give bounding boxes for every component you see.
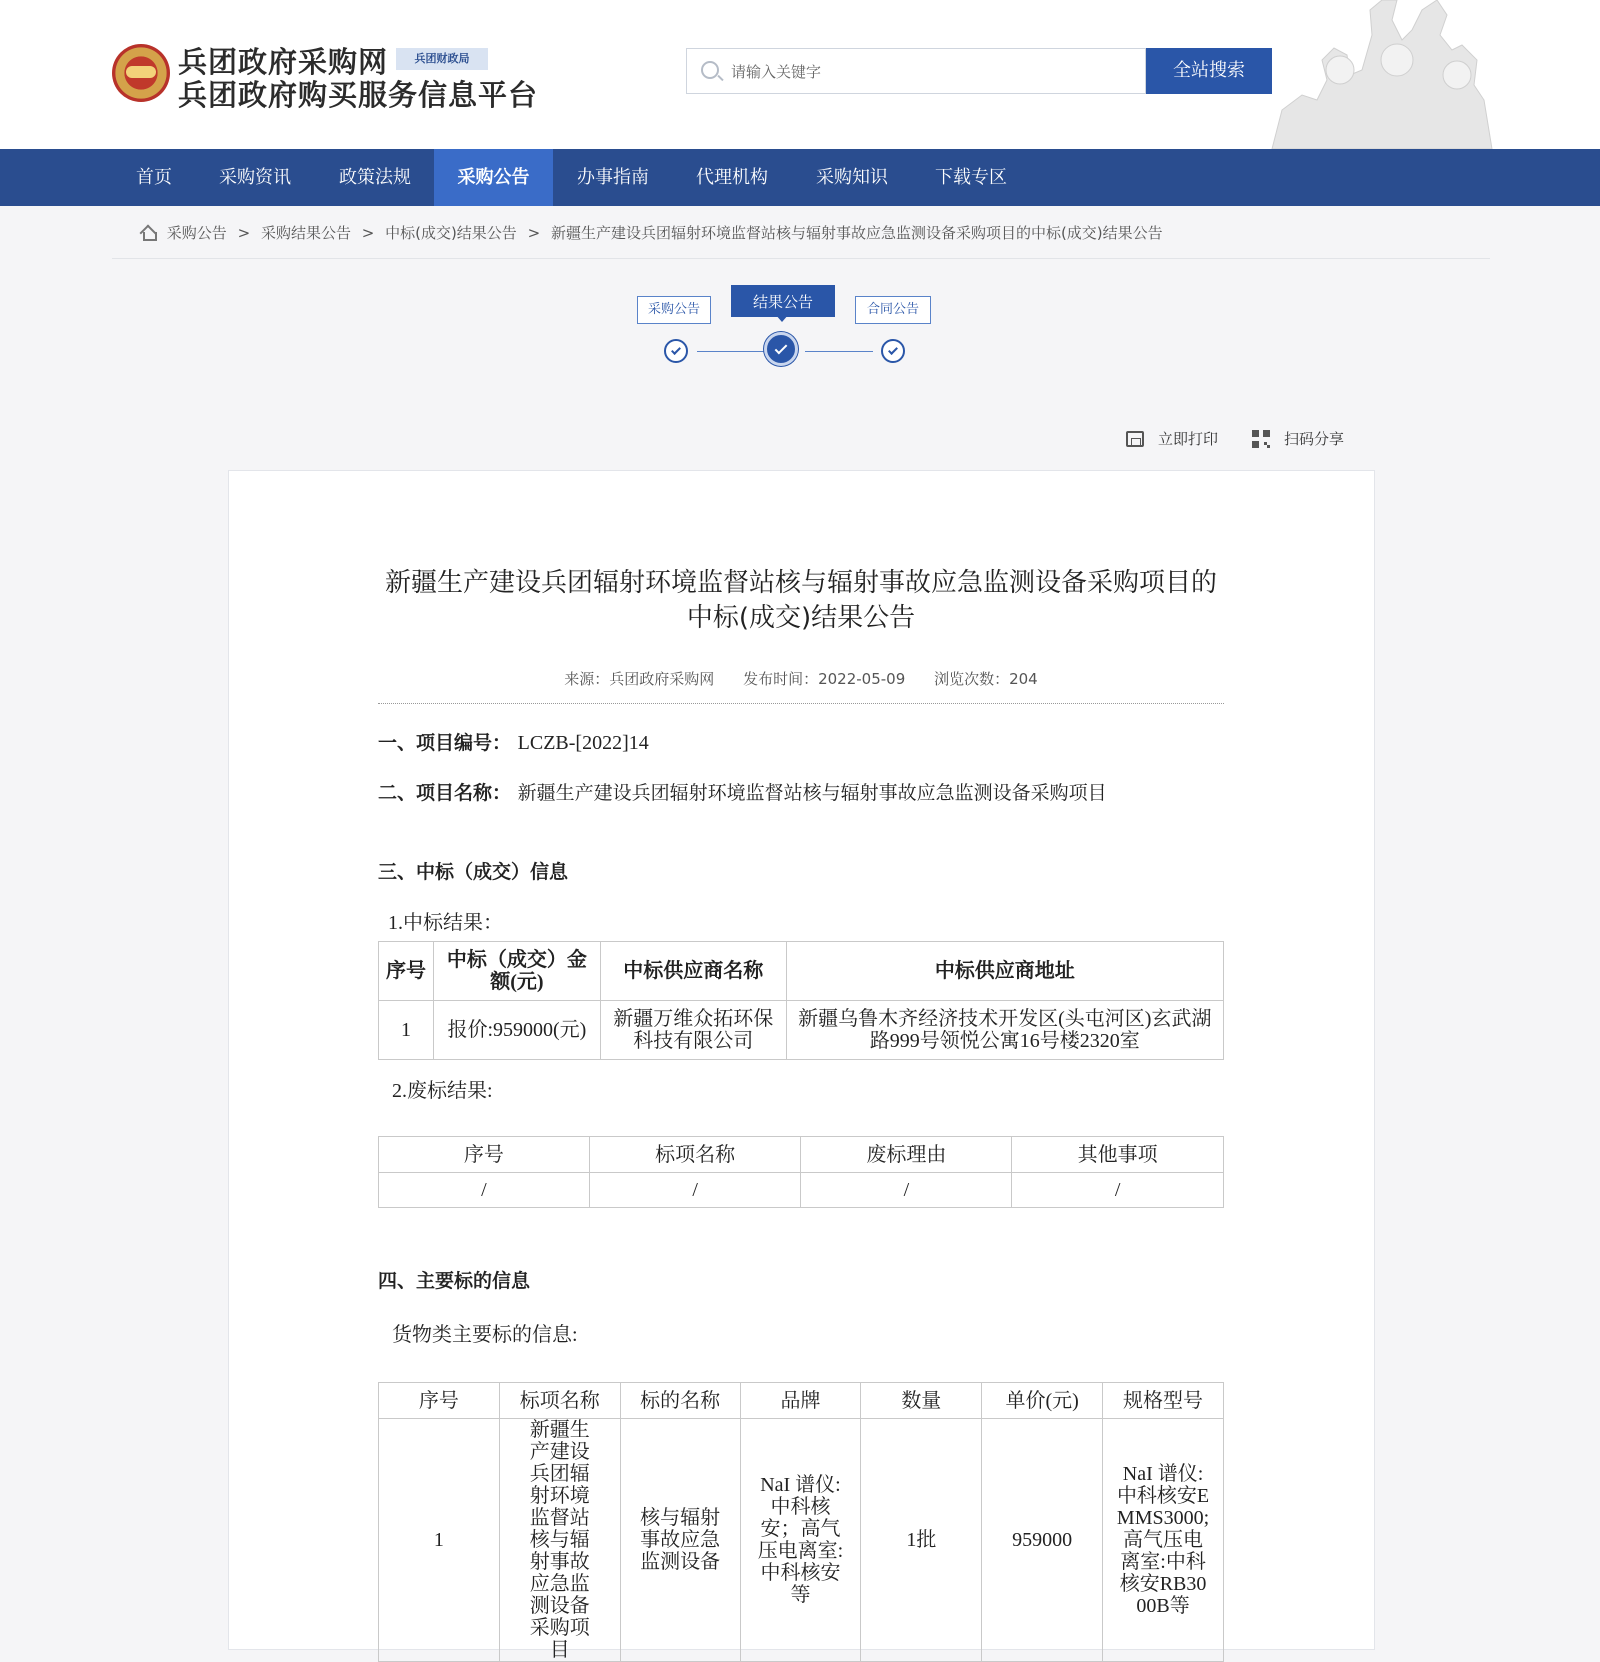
table-cell: 新疆乌鲁木齐经济技术开发区(头屯河区)玄武湖路999号领悦公寓16号楼2320室: [786, 1001, 1223, 1060]
table-header: 中标供应商名称: [600, 942, 786, 1001]
breadcrumb-separator: >: [237, 224, 251, 242]
failed-result-label: 2.废标结果:: [392, 1080, 493, 1102]
home-icon[interactable]: [140, 225, 156, 239]
nav-item-knowledge[interactable]: 采购知识: [816, 167, 888, 188]
table-header: 序号: [379, 1137, 590, 1173]
table-header: 中标供应商地址: [786, 942, 1223, 1001]
site-header: [0, 0, 1600, 149]
table-header: 中标（成交）金额(元): [433, 942, 600, 1001]
nav-item-policy[interactable]: 政策法规: [339, 167, 411, 188]
emblem-logo[interactable]: [112, 44, 170, 102]
section-project-number: [378, 728, 649, 755]
nav-item-home[interactable]: 首页: [136, 167, 172, 188]
table-header: 规格型号: [1103, 1383, 1224, 1419]
breadcrumb-separator: >: [361, 224, 375, 242]
step-label-result[interactable]: 结果公告: [731, 285, 835, 317]
table-cell: /: [801, 1173, 1012, 1208]
step-connector: [697, 351, 765, 352]
table-row: [379, 1419, 1224, 1662]
step-label-contract[interactable]: 合同公告: [855, 296, 931, 324]
breadcrumb-separator: >: [527, 224, 541, 242]
nav-item-guide[interactable]: 办事指南: [577, 167, 649, 188]
printer-icon: [1126, 431, 1144, 447]
table-header: 序号: [379, 942, 434, 1001]
main-nav: [0, 149, 1600, 206]
table-cell: 1: [379, 1419, 500, 1662]
search-input[interactable]: [731, 59, 1131, 85]
document-meta: [376, 668, 1226, 689]
document-date: 发布时间：2022-05-09: [743, 670, 906, 688]
document-views: 浏览次数：204: [934, 670, 1038, 688]
project-number: LCZB-[2022]14: [517, 732, 649, 754]
section-project-name: [378, 778, 1107, 805]
document-source: 来源：兵团政府采购网: [564, 670, 715, 688]
table-cell: 核与辐射事故应急监测设备: [620, 1419, 740, 1662]
nav-item-news[interactable]: 采购资讯: [219, 167, 291, 188]
statue-decoration-icon: [1262, 0, 1492, 149]
table-cell: 新疆生产建设兵团辐射环境监督站核与辐射事故应急监测设备采购项目: [499, 1419, 620, 1662]
step-connector: [805, 351, 873, 352]
table-cell: 报价:959000(元): [433, 1001, 600, 1060]
share-button[interactable]: [1252, 428, 1344, 449]
table-header: 标项名称: [589, 1137, 801, 1173]
breadcrumb-item-current: 新疆生产建设兵团辐射环境监督站核与辐射事故应急监测设备采购项目的中标(成交)结果公告: [550, 224, 1163, 242]
breadcrumb: [140, 222, 1163, 243]
step-check-icon: [881, 339, 905, 363]
table-cell: /: [1012, 1173, 1224, 1208]
document-title: 新疆生产建设兵团辐射环境监督站核与辐射事故应急监测设备采购项目的中标(成交)结果公告: [384, 568, 1217, 633]
award-result-label: 1.中标结果：: [388, 912, 503, 934]
table-header: 标的名称: [620, 1383, 740, 1419]
site-subtitle: 兵团政府购买服务信息平台: [178, 78, 539, 112]
table-row: [379, 1001, 1224, 1060]
nav-item-announcements[interactable]: 采购公告: [434, 149, 553, 206]
table-header: 序号: [379, 1383, 500, 1419]
search-icon: [701, 61, 719, 79]
table-cell: NaI 谱仪:中科核安；高气压电离室:中科核安等: [740, 1419, 861, 1662]
search-box: [686, 48, 1146, 94]
print-label: 立即打印: [1158, 430, 1219, 448]
section-main-items: 四、主要标的信息: [378, 1270, 531, 1292]
table-header: 品牌: [740, 1383, 861, 1419]
search-button[interactable]: 全站搜索: [1146, 48, 1272, 94]
section-award-info: 三、中标（成交）信息: [378, 861, 569, 883]
meta-divider: [378, 703, 1224, 704]
site-title[interactable]: 兵团政府采购网: [178, 45, 389, 79]
step-active-arrow: [775, 314, 789, 322]
award-table: [378, 941, 1224, 1060]
site-badge: 兵团财政局: [396, 48, 488, 70]
table-header: 标项名称: [499, 1383, 620, 1419]
table-cell: /: [589, 1173, 801, 1208]
share-label: 扫码分享: [1284, 430, 1345, 448]
nav-item-downloads[interactable]: 下载专区: [935, 167, 1007, 188]
table-row: [379, 1173, 1224, 1208]
breadcrumb-item[interactable]: 采购结果公告: [260, 224, 351, 242]
project-name: 新疆生产建设兵团辐射环境监督站核与辐射事故应急监测设备采购项目: [517, 782, 1107, 804]
table-header: 单价(元): [982, 1383, 1103, 1419]
table-cell: 959000: [982, 1419, 1103, 1662]
table-cell: /: [379, 1173, 590, 1208]
table-cell: 1: [379, 1001, 434, 1060]
section-label: 二、项目名称：: [378, 782, 512, 804]
table-cell: NaI 谱仪:中科核安EMMS3000;高气压电离室:中科核安RB3000B等: [1103, 1419, 1224, 1662]
step-check-active-icon: [764, 332, 798, 366]
table-cell: 1批: [861, 1419, 982, 1662]
table-header: 数量: [861, 1383, 982, 1419]
section-label: 一、项目编号：: [378, 732, 512, 754]
qr-code-icon: [1252, 430, 1270, 448]
breadcrumb-item[interactable]: 中标(成交)结果公告: [385, 224, 517, 242]
table-header: 其他事项: [1012, 1137, 1224, 1173]
breadcrumb-divider: [112, 258, 1490, 259]
table-cell: 新疆万维众拓环保科技有限公司: [600, 1001, 786, 1060]
step-check-icon: [664, 339, 688, 363]
goods-table: [378, 1382, 1224, 1662]
print-button[interactable]: [1126, 428, 1218, 449]
table-header: 废标理由: [801, 1137, 1012, 1173]
breadcrumb-item[interactable]: 采购公告: [166, 224, 227, 242]
step-label-procurement[interactable]: 采购公告: [637, 296, 711, 324]
failed-table: [378, 1136, 1224, 1208]
nav-item-agencies[interactable]: 代理机构: [696, 167, 768, 188]
goods-info-label: 货物类主要标的信息:: [392, 1324, 578, 1346]
